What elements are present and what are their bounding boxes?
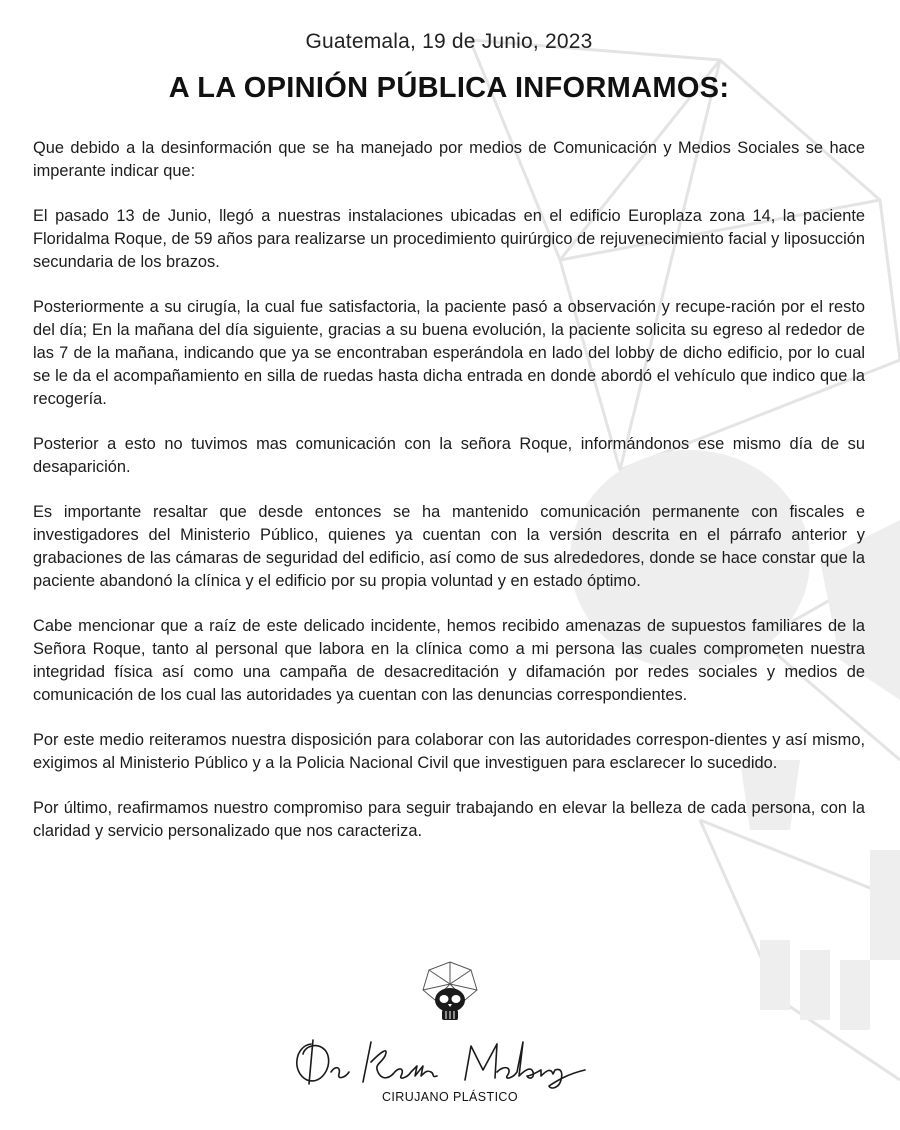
- paragraph: Es importante resaltar que desde entonces se ha mantenido comunicación permanente con fiscales e investigadores del Ministerio Público, quienes ya cuentan con la versión descrita en el párrafo anterior y grabaciones de las cámaras de seguridad del edificio, así como de sus alrededores, donde se hace constar que la paciente abandonó la clínica y el edificio por su propia voluntad y en estado óptimo.: [33, 503, 865, 590]
- geometric-skull-icon: [419, 960, 481, 1026]
- paragraph: Por último, reafirmamos nuestro compromiso para seguir trabajando en elevar la belleza de cada persona, con la claridad y servicio personalizado que nos caracteriza.: [33, 799, 865, 840]
- paragraph: El pasado 13 de Junio, llegó a nuestras instalaciones ubicadas en el edificio Europlaza zona 14, la paciente Floridalma Roque, de 59 años para realizarse un procedimiento quirúrgico de rejuvenecimiento facial y liposucción secundaria de los brazos.: [33, 207, 865, 271]
- signer-role: CIRUJANO PLÁSTICO: [382, 1090, 518, 1104]
- paragraph: Posterior a esto no tuvimos mas comunicación con la señora Roque, informándonos ese mismo día de su desaparición.: [33, 435, 865, 476]
- paragraph: Que debido a la desinformación que se ha manejado por medios de Comunicación y Medios Sociales se hace imperante indicar que:: [33, 139, 865, 180]
- paragraph: Cabe mencionar que a raíz de este delicado incidente, hemos recibido amenazas de supuestos familiares de la Señora Roque, tanto al personal que labora en la clínica como a mi persona las cuales comprometen nuestra integridad física así como una campaña de desacreditación y difamación por redes sociales y medios de comunicación de los cual las autoridades ya cuentan con las denuncias correspondientes.: [33, 617, 865, 704]
- paragraph: Posteriormente a su cirugía, la cual fue satisfactoria, la paciente pasó a observación y recupe-ración por el resto del día; En la mañana del día siguiente, gracias a su buena evolución, la paciente solicita su egreso al rededor de las 7 de la mañana, indicando que ya se encontraban esperándola en lado del lobby de dicho edificio, por lo cual se le da el acompañamiento en silla de ruedas hasta dicha entrada en donde abordó el vehículo que indico que la recogería.: [33, 298, 865, 408]
- handwritten-signature: [285, 1032, 615, 1094]
- signature-block: [0, 960, 900, 1104]
- document-body: [33, 30, 865, 865]
- paragraphs: [33, 137, 865, 843]
- document-title: A LA OPINIÓN PÚBLICA INFORMAMOS:: [168, 72, 730, 104]
- date-line: Guatemala, 19 de Junio, 2023: [305, 30, 593, 53]
- paragraph: Por este medio reiteramos nuestra disposición para colaborar con las autoridades correspon-dientes y así mismo, exigimos al Ministerio Público y a la Policia Nacional Civil que investiguen para esclarecer lo sucedido.: [33, 731, 865, 772]
